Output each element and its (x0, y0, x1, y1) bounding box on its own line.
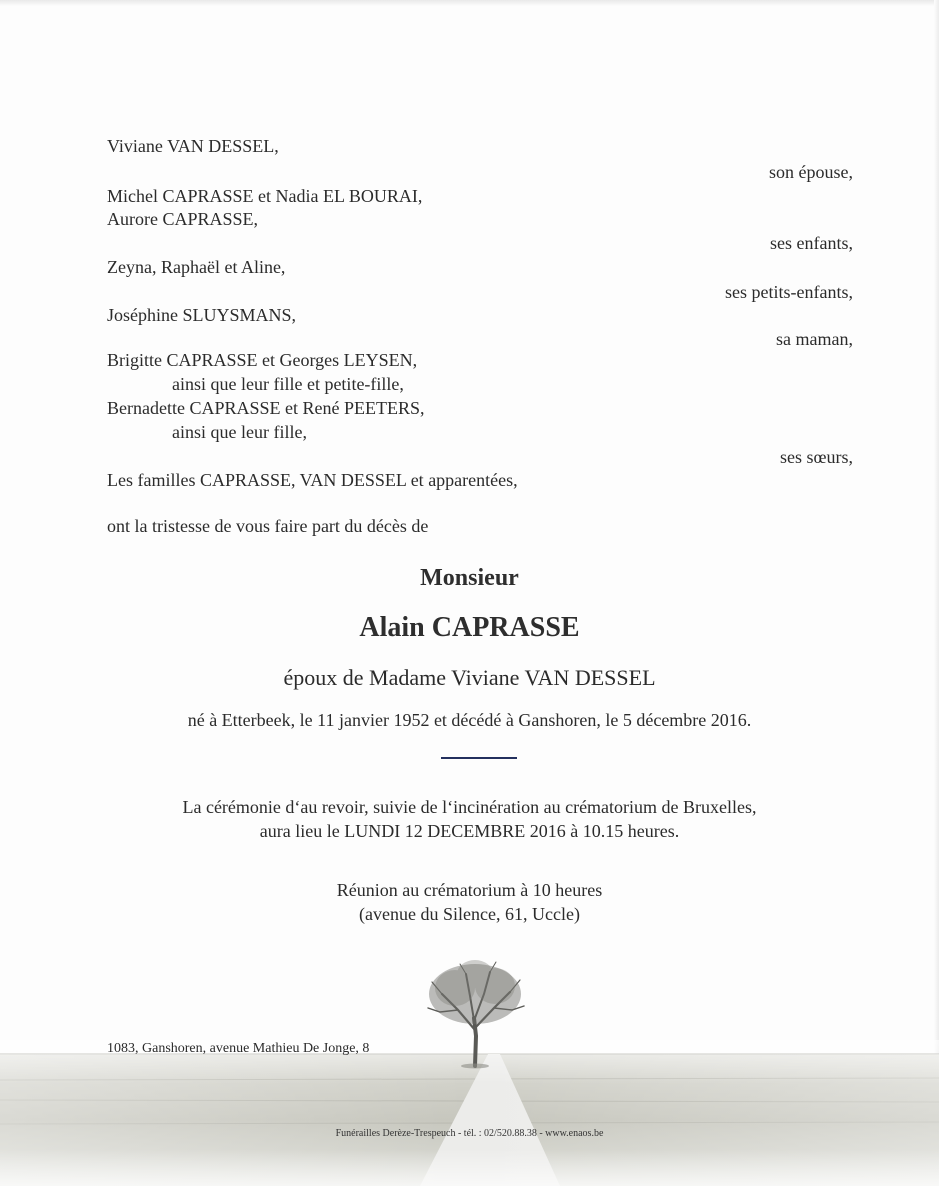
wife-name: Viviane VAN DESSEL, (107, 136, 279, 156)
ceremony-line-1: La cérémonie d‘au revoir, suivie de l‘incinération au crématorium de Bruxelles, (182, 797, 757, 817)
announcement: ont la tristesse de vous faire part du décès de (107, 516, 429, 536)
meeting-line-1: Réunion au crématorium à 10 heures (336, 880, 603, 900)
deceased-spouse: époux de Madame Viviane VAN DESSEL (283, 665, 656, 690)
child-1: Michel CAPRASSE et Nadia EL BOURAI, (107, 186, 423, 206)
divider (441, 757, 517, 759)
deceased-honorific: Monsieur (420, 565, 519, 591)
sister-1: Brigitte CAPRASSE et Georges LEYSEN, (107, 350, 418, 370)
ceremony-line-2: aura lieu le LUNDI 12 DECEMBRE 2016 à 10.15 heures. (259, 821, 680, 841)
deceased-dates: né à Etterbeek, le 11 janvier 1952 et décédé à Ganshoren, le 5 décembre 2016. (187, 710, 752, 730)
meeting-line-2: (avenue du Silence, 61, Uccle) (359, 904, 580, 924)
wife-role: son épouse, (769, 162, 853, 182)
grandchildren: Zeyna, Raphaël et Aline, (107, 257, 286, 277)
footer-address: 1083, Ganshoren, avenue Mathieu De Jonge, 8 (107, 1041, 370, 1056)
scan-edge (934, 0, 939, 1186)
tree-icon (420, 958, 530, 1070)
sister-2-sub: ainsi que leur fille, (172, 422, 307, 442)
children-role: ses enfants, (770, 233, 853, 253)
mother: Joséphine SLUYSMANS, (107, 305, 297, 325)
deceased-name: Alain CAPRASSE (359, 612, 580, 643)
mother-role: sa maman, (776, 329, 853, 349)
funeral-home-credits: Funérailles Derèze-Trespeuch - tél. : 02/520.88.38 - www.enaos.be (335, 1128, 604, 1139)
grandchildren-role: ses petits-enfants, (725, 282, 853, 302)
sisters-role: ses sœurs, (779, 447, 853, 467)
child-2: Aurore CAPRASSE, (107, 209, 259, 229)
sister-2: Bernadette CAPRASSE et René PEETERS, (107, 398, 425, 418)
families: Les familles CAPRASSE, VAN DESSEL et apparentées, (107, 470, 518, 490)
sister-1-sub: ainsi que leur fille et petite-fille, (172, 374, 404, 394)
scan-edge (0, 0, 939, 6)
